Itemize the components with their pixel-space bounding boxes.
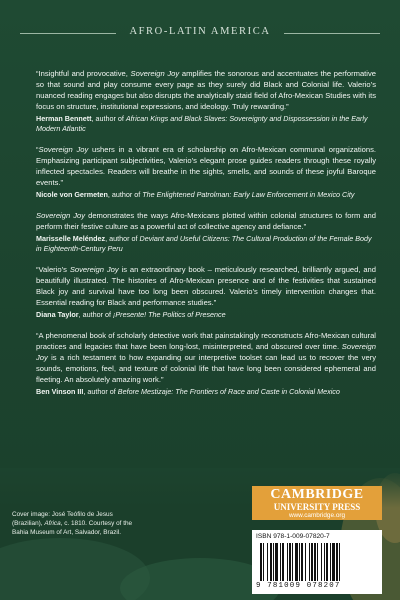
publisher-subtitle: UNIVERSITY PRESS <box>273 502 361 512</box>
reviewer-name: Nicole von Germeten <box>36 190 108 199</box>
endorsement-attribution: Nicole von Germeten, author of The Enlightened Patrolman: Early Law Enforcement in Mexico City <box>36 190 355 199</box>
reviewer-book: Deviant and Useful Citizens: The Cultural Production of the Female Body in Eighteenth-Century Peru <box>36 234 372 253</box>
isbn-label: ISBN 978-1-009-07820-7 <box>256 533 330 540</box>
endorsements <box>36 68 376 407</box>
reviewer-book: African Kings and Black Slaves: Sovereignty and Dispossession in the Early Modern Atlantic <box>36 114 368 133</box>
endorsement <box>36 264 376 320</box>
endorsement <box>36 210 376 254</box>
reviewer-name: Herman Bennett <box>36 114 92 123</box>
series-rule-right <box>284 33 380 34</box>
series-title: AFRO-LATIN AMERICA <box>129 26 271 37</box>
barcode-icon <box>258 543 376 581</box>
publisher-logo <box>252 486 382 520</box>
reviewer-name: Ben Vinson III <box>36 387 84 396</box>
reviewer-name: Diana Taylor <box>36 310 79 319</box>
series-header <box>0 24 400 44</box>
endorsement-attribution: Herman Bennett, author of African Kings and Black Slaves: Sovereignty and Dispossession in the Early Modern Atlantic <box>36 114 368 133</box>
endorsement-quote: “Sovereign Joy ushers in a vibrant era of scholarship on Afro-Mexican communal organizations. Emphasizing participant subjectivities, Valerio’s elegant prose guides readers through these royally inflected spectacles. Readers will breathe in the sights, smells, and sounds of these joyful Baroque events.” <box>36 145 376 187</box>
endorsement-quote: “Valerio’s Sovereign Joy is an extraordinary book – meticulously researched, brilliantly argued, and beautifully illustrated. The histories of Afro-Mexican presence and of the festivities that sustained Black joy and survival have too long been obscured. Valerio’s timely intervention changes that. Essential reading for Black and performance studies.” <box>36 265 377 307</box>
endorsement <box>36 144 376 200</box>
reviewer-book: ¡Presente! The Politics of Presence <box>112 310 226 319</box>
artwork-title: Africa <box>44 520 61 527</box>
endorsement-quote: “Insightful and provocative, Sovereign Joy amplifies the sonorous and accentuates the performative so that sound and play consume every page as they surely did Black and Colonial life. Valerio’s nuanced reading engages but also disrupts the analytically staid field of Afro-Mexican Studies with its focus on structure, institutional expressions, and ideology. Truly rewarding.” <box>36 69 376 111</box>
publisher-name: CAMBRIDGE <box>270 487 364 502</box>
reviewer-book: Before Mestizaje: The Frontiers of Race and Caste in Colonial Mexico <box>117 387 340 396</box>
reviewer-name: Marisselle Meléndez <box>36 234 106 243</box>
reviewer-book: The Enlightened Patrolman: Early Law Enforcement in Mexico City <box>142 190 355 199</box>
endorsement-quote: “A phenomenal book of scholarly detective work that painstakingly reconstructs Afro-Mexican cultural practices and legacies that have been long-lost, misinterpreted, and obscured over time. Sovereign Joy is a rich testament to how expanding our interpretive toolset can lead us to recover the very sounds, emotions, feel, and texture of colonial life that have long been considered ephemeral and fleeting. An absolutely amazing work.” <box>36 331 376 384</box>
barcode-digits: 9 781009 078207 <box>256 582 341 590</box>
endorsement-quote: Sovereign Joy demonstrates the ways Afro-Mexicans plotted within colonial structures to form and perform their festive culture as a powerful act of collective agency and defiance.” <box>36 211 376 231</box>
cover-image-credit: Cover image: José Teófilo de Jesus (Brazilian), Africa, c. 1810. Courtesy of the Bahia Museum of Art, Salvador, Brazil. <box>12 511 133 536</box>
endorsement-attribution: Diana Taylor, author of ¡Presente! The Politics of Presence <box>36 310 226 319</box>
endorsement <box>36 68 376 134</box>
endorsement-attribution: Marisselle Meléndez, author of Deviant and Useful Citizens: The Cultural Production of the Female Body in Eighteenth-Century Peru <box>36 234 372 253</box>
isbn-barcode-panel <box>252 530 382 594</box>
endorsement-attribution: Ben Vinson III, author of Before Mestizaje: The Frontiers of Race and Caste in Colonial Mexico <box>36 387 340 396</box>
publisher-url: www.cambridge.org <box>288 512 346 519</box>
endorsement <box>36 330 376 397</box>
